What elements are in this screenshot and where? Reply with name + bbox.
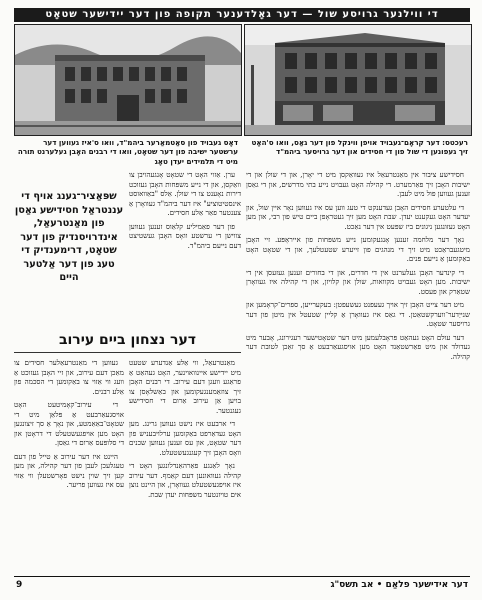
publication-title: דער אידישער פלאַם • אב תשס"ג: [330, 580, 468, 590]
article-column-middle-bottom: [129, 358, 241, 572]
paragraph: חסידישע ציבור אין מאַנטרעאַל איז געוואַקסן מיט די יאָרן, און די שולן און די ישיבות האָבן זיך פאַרמערט. די קהילה האָט געבויט נייע בתי מדרשים, און די גאַסן זענען געווען פול מיט לעבן.: [246, 170, 470, 198]
section-headline: דער נצחון ביים עירוב: [58, 332, 197, 348]
paragraph: די קינדער האָבן געלערנט אין די חדרים, און די בחורים זענען געזעסן אין די ישיבות. מען האָט געבויט מקוואות, שולן און קלויזן, און די קהילה איז געוואָרן שטאַרק און פעסט.: [246, 267, 470, 296]
paragraph: דער עולם האָט געהאַט פּראָבלעמען מיט דער שטאָטישער רעגירונג, אָבער מיט געדולד און מיט פאַרשטאַנד האָט מען אויסגעאַרבעט אַ סך זאַכן לטובת דער קהילה.: [246, 332, 470, 361]
paragraph: די עלטערע חסידים האָבן געדענקט די טעג ווען עס איז געווען נאָר איין שול, און יעדער האָט געקענט יעדן. שבת האָט מען זיך געטראָפן ביים טיש פון רבי, און מען האָט געזונגען ניגונים ביז שפּעט אין דער נאַכט.: [246, 202, 470, 231]
paragraph: נאָך דער מלחמה זענען אָנגעקומען נייע משפּחות פון אייראָפּע. זיי האָבן מיטגעבראַכט מיט זיך די מנהגים פון זייערע שטעטלעך, און די שטאָט האָט באַקומען אַ נייעם פּנים.: [246, 235, 470, 263]
paragraph: געווען די מאַנטרעאַלער חסידים צו מאַכן דעם עירוב, און זיי האָבן געזוכט אַ וועג ווי אַזוי צו באַקומען די הסכמה פון אַלע רבנים.: [14, 358, 124, 396]
street-corner-illustration: [245, 25, 471, 135]
paragraph: מיט דער צייט האָבן זיך אויך געעפנט געשעפטן: בעקערייען, ספרים־קראָמען און שנייַדער־ווערקשטאַטן. די גאַס איז געוואָרן אַ קליין שטעטל אין מיטן פון דער גרויסער שטאָט.: [246, 300, 470, 328]
paragraph: די עירוב־קאָמיטעט האָט אויסגעאַרבעט אַ פּלאַן מיט די שטאָט־באַאַמטע, און נאָך אַ סך זיצונגען האָט מען אויפגעשטעלט די דראָטן און די סלופּעס אַרום די גאַסן.: [14, 400, 124, 447]
photo-caption-right: רעכטס: דער קראָם־געבויד אויפן ווינקל פון דער גאַס, וואו ס'האָט זיך געפונען די שול פון די חסידים און דער גרויסער ביהמ"ד: [251, 138, 468, 157]
photo-caption-left: דאָס געבויד פון סאַטמאַרער ביהמ"ד, וואו ס'איז געווען דער ערשטער ישיבה פון דער שטאָט, וואו די רבנים האָבן געלערנט תורה מיט די תלמידים יעדן טאָג: [17, 138, 238, 166]
photo-street-corner: [244, 24, 472, 136]
schoolhouse-illustration: [15, 25, 241, 135]
paragraph: היינט איז דער עירוב אַ טייל פון דעם טעגלעכן לעבן פון דער קהילה, און מען קען זיך שוין נישט פאָרשטעלן ווי אַזוי עס איז געווען פריער.: [14, 451, 124, 489]
article-column-middle-top: [129, 170, 241, 330]
paragraph: די ארבעט איז נישט געווען גרינג. מען האָט געדאַרפט באַקומען ערלויבעניש פון דער שטאָט, און עס זענען געווען שכנים וואָס האָבן זיך קעגנגעשטעלט.: [129, 419, 241, 457]
pull-quote: שפּאַציר־גענג אויף די עננטראַל חסידישע גאַסן פון מאַנטרעאַל, אינדרויסנדיק פון דער שטאָט, דרימענדיק די טעג פון דער אַלטער היים: [14, 191, 124, 283]
article-column-right: [246, 170, 470, 572]
headline-divider: [14, 352, 241, 353]
page-footer: [14, 576, 470, 593]
paragraph: מאַנטרעאַל, ווי אַלע אַנדערע שטעט מיט יידישע איינוואוינער, האָט געהאַט אַ פראַגע וועגן דעם עירוב. די רבנים האָבן זיך צוזאַמענגעקומען און באַשלאָסן צו בויען אַן עירוב אַרום די חסידישע געגנטער.: [129, 358, 241, 415]
newspaper-page: [14, 8, 470, 592]
paragraph: ערן. אַזוי האָט די שטאָט אָנגעהויבן צו וואַקסן, און די נייע משפּחות האָבן געזוכט דירות נאָענט צו די שולן. אַלס "באַוואוסט אינסטיטוציע" איז דער ביהמ"ד געוואָרן אַ צענטער פאַר אַלע חסידים.: [129, 170, 241, 217]
page-number: 9: [16, 580, 23, 590]
photo-schoolhouse: [14, 24, 242, 136]
paragraph: נאָך לאַנגע פאַרהאַנדלונגען האָט די קהילה געוואונען דעם קאַמף. דער עירוב איז אויפגעשטעלט געוואָרן, און היינט נוצן אים טויזנטער משפּחות יעדן שבת.: [129, 461, 241, 499]
paragraph: פון דער פאַמיליע קלאַוס זענען געווען צווישן די ערשטע וואָס האָבן געשטיצט דעם נייעם ביהמ"ד.: [129, 221, 241, 250]
section-banner: די ווילנער גרויסע שול — דער גאָלדענער תקופה פון דער יידישער שטאָט: [14, 8, 470, 22]
article-column-left-bottom: [14, 358, 124, 572]
